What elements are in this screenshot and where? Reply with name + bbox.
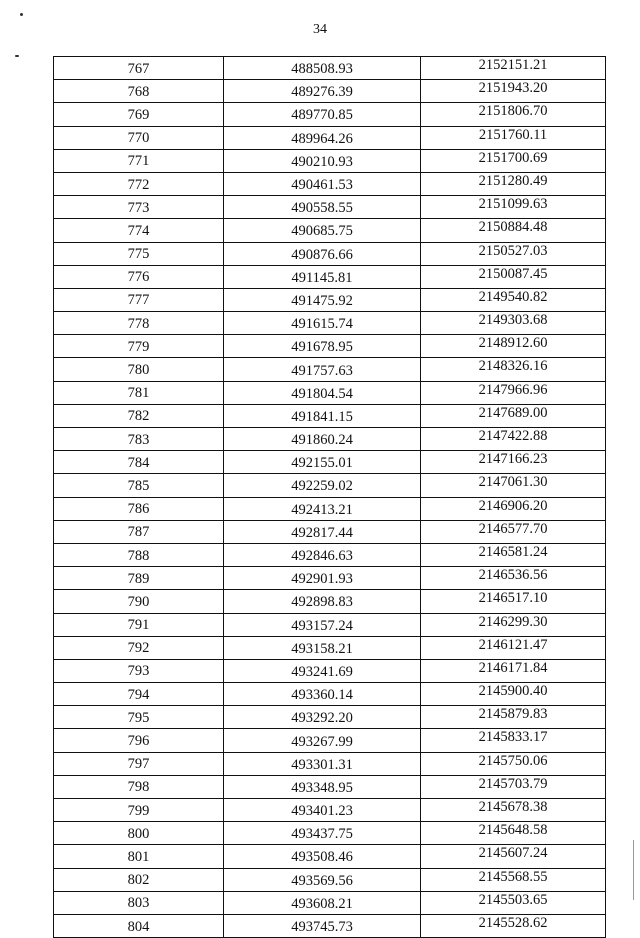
y-coordinate-cell: 2151099.63 [421, 196, 606, 219]
point-number-cell: 783 [54, 428, 224, 451]
point-number-cell: 775 [54, 242, 224, 265]
x-coordinate-cell: 491145.81 [224, 265, 421, 288]
x-coordinate-cell: 491678.95 [224, 335, 421, 358]
scan-speck [15, 55, 19, 57]
table-row [54, 914, 606, 937]
x-coordinate-cell: 493158.21 [224, 636, 421, 659]
y-coordinate-cell: 2147966.96 [421, 381, 606, 404]
y-coordinate-cell: 2147689.00 [421, 404, 606, 427]
y-coordinate-cell: 2145678.38 [421, 799, 606, 822]
y-coordinate-cell: 2151806.70 [421, 103, 606, 126]
x-coordinate-cell: 493292.20 [224, 706, 421, 729]
table-row [54, 520, 606, 543]
table-row [54, 242, 606, 265]
y-coordinate-cell: 2151943.20 [421, 80, 606, 103]
x-coordinate-cell: 489276.39 [224, 80, 421, 103]
table-row [54, 613, 606, 636]
y-coordinate-cell: 2145607.24 [421, 845, 606, 868]
table-row [54, 799, 606, 822]
point-number-cell: 799 [54, 799, 224, 822]
table-row [54, 451, 606, 474]
point-number-cell: 777 [54, 288, 224, 311]
x-coordinate-cell: 489964.26 [224, 126, 421, 149]
x-coordinate-cell: 491615.74 [224, 312, 421, 335]
x-coordinate-cell: 491475.92 [224, 288, 421, 311]
point-number-cell: 790 [54, 590, 224, 613]
x-coordinate-cell: 493745.73 [224, 914, 421, 937]
point-number-cell: 779 [54, 335, 224, 358]
y-coordinate-cell: 2146517.10 [421, 590, 606, 613]
coordinates-table-body [54, 57, 606, 938]
x-coordinate-cell: 493157.24 [224, 613, 421, 636]
table-row [54, 57, 606, 80]
page-number: 34 [313, 22, 327, 37]
y-coordinate-cell: 2149540.82 [421, 288, 606, 311]
table-row [54, 149, 606, 172]
y-coordinate-cell: 2146171.84 [421, 659, 606, 682]
y-coordinate-cell: 2151700.69 [421, 149, 606, 172]
table-row [54, 543, 606, 566]
y-coordinate-cell: 2147061.30 [421, 474, 606, 497]
x-coordinate-cell: 493348.95 [224, 775, 421, 798]
y-coordinate-cell: 2150884.48 [421, 219, 606, 242]
point-number-cell: 782 [54, 404, 224, 427]
x-coordinate-cell: 489770.85 [224, 103, 421, 126]
point-number-cell: 801 [54, 845, 224, 868]
point-number-cell: 785 [54, 474, 224, 497]
y-coordinate-cell: 2149303.68 [421, 312, 606, 335]
table-row [54, 845, 606, 868]
y-coordinate-cell: 2145833.17 [421, 729, 606, 752]
x-coordinate-cell: 490210.93 [224, 149, 421, 172]
x-coordinate-cell: 493569.56 [224, 868, 421, 891]
table-row [54, 265, 606, 288]
y-coordinate-cell: 2145879.83 [421, 706, 606, 729]
table-row [54, 659, 606, 682]
table-row [54, 474, 606, 497]
x-coordinate-cell: 492817.44 [224, 520, 421, 543]
x-coordinate-cell: 492901.93 [224, 567, 421, 590]
table-row [54, 103, 606, 126]
y-coordinate-cell: 2145703.79 [421, 775, 606, 798]
table-row [54, 312, 606, 335]
table-row [54, 752, 606, 775]
point-number-cell: 774 [54, 219, 224, 242]
table-row [54, 288, 606, 311]
point-number-cell: 781 [54, 381, 224, 404]
table-row [54, 335, 606, 358]
y-coordinate-cell: 2146121.47 [421, 636, 606, 659]
point-number-cell: 788 [54, 543, 224, 566]
point-number-cell: 791 [54, 613, 224, 636]
x-coordinate-cell: 493437.75 [224, 822, 421, 845]
table-row [54, 80, 606, 103]
y-coordinate-cell: 2152151.21 [421, 57, 606, 80]
coordinates-table [53, 56, 606, 938]
table-row [54, 196, 606, 219]
y-coordinate-cell: 2146536.56 [421, 567, 606, 590]
y-coordinate-cell: 2146577.70 [421, 520, 606, 543]
table-row [54, 404, 606, 427]
table-row [54, 822, 606, 845]
table-row [54, 172, 606, 195]
point-number-cell: 772 [54, 172, 224, 195]
point-number-cell: 786 [54, 497, 224, 520]
y-coordinate-cell: 2146906.20 [421, 497, 606, 520]
y-coordinate-cell: 2148326.16 [421, 358, 606, 381]
table-row [54, 567, 606, 590]
y-coordinate-cell: 2148912.60 [421, 335, 606, 358]
scan-edge-line [633, 840, 634, 900]
x-coordinate-cell: 493360.14 [224, 683, 421, 706]
x-coordinate-cell: 493267.99 [224, 729, 421, 752]
point-number-cell: 768 [54, 80, 224, 103]
y-coordinate-cell: 2151760.11 [421, 126, 606, 149]
point-number-cell: 794 [54, 683, 224, 706]
x-coordinate-cell: 493401.23 [224, 799, 421, 822]
x-coordinate-cell: 490685.75 [224, 219, 421, 242]
y-coordinate-cell: 2145648.58 [421, 822, 606, 845]
y-coordinate-cell: 2145750.06 [421, 752, 606, 775]
x-coordinate-cell: 492846.63 [224, 543, 421, 566]
point-number-cell: 789 [54, 567, 224, 590]
x-coordinate-cell: 492259.02 [224, 474, 421, 497]
y-coordinate-cell: 2151280.49 [421, 172, 606, 195]
y-coordinate-cell: 2145528.62 [421, 914, 606, 937]
x-coordinate-cell: 488508.93 [224, 57, 421, 80]
y-coordinate-cell: 2150527.03 [421, 242, 606, 265]
point-number-cell: 784 [54, 451, 224, 474]
table-row [54, 590, 606, 613]
table-row [54, 428, 606, 451]
x-coordinate-cell: 490461.53 [224, 172, 421, 195]
y-coordinate-cell: 2147166.23 [421, 451, 606, 474]
table-row [54, 126, 606, 149]
scan-speck [20, 13, 23, 16]
point-number-cell: 780 [54, 358, 224, 381]
x-coordinate-cell: 493241.69 [224, 659, 421, 682]
point-number-cell: 778 [54, 312, 224, 335]
y-coordinate-cell: 2146299.30 [421, 613, 606, 636]
point-number-cell: 767 [54, 57, 224, 80]
x-coordinate-cell: 493608.21 [224, 891, 421, 914]
x-coordinate-cell: 490558.55 [224, 196, 421, 219]
point-number-cell: 776 [54, 265, 224, 288]
y-coordinate-cell: 2145568.55 [421, 868, 606, 891]
point-number-cell: 771 [54, 149, 224, 172]
table-row [54, 636, 606, 659]
y-coordinate-cell: 2150087.45 [421, 265, 606, 288]
table-row [54, 775, 606, 798]
x-coordinate-cell: 491804.54 [224, 381, 421, 404]
point-number-cell: 798 [54, 775, 224, 798]
x-coordinate-cell: 491841.15 [224, 404, 421, 427]
point-number-cell: 797 [54, 752, 224, 775]
point-number-cell: 802 [54, 868, 224, 891]
table-row [54, 497, 606, 520]
x-coordinate-cell: 493508.46 [224, 845, 421, 868]
table-row [54, 683, 606, 706]
x-coordinate-cell: 492155.01 [224, 451, 421, 474]
point-number-cell: 793 [54, 659, 224, 682]
x-coordinate-cell: 491860.24 [224, 428, 421, 451]
table-row [54, 381, 606, 404]
point-number-cell: 796 [54, 729, 224, 752]
x-coordinate-cell: 493301.31 [224, 752, 421, 775]
point-number-cell: 800 [54, 822, 224, 845]
table-row [54, 729, 606, 752]
x-coordinate-cell: 490876.66 [224, 242, 421, 265]
table-row [54, 868, 606, 891]
y-coordinate-cell: 2145503.65 [421, 891, 606, 914]
table-row [54, 358, 606, 381]
point-number-cell: 769 [54, 103, 224, 126]
y-coordinate-cell: 2146581.24 [421, 543, 606, 566]
point-number-cell: 804 [54, 914, 224, 937]
point-number-cell: 773 [54, 196, 224, 219]
y-coordinate-cell: 2145900.40 [421, 683, 606, 706]
x-coordinate-cell: 492413.21 [224, 497, 421, 520]
y-coordinate-cell: 2147422.88 [421, 428, 606, 451]
table-row [54, 891, 606, 914]
point-number-cell: 792 [54, 636, 224, 659]
point-number-cell: 770 [54, 126, 224, 149]
point-number-cell: 803 [54, 891, 224, 914]
point-number-cell: 787 [54, 520, 224, 543]
point-number-cell: 795 [54, 706, 224, 729]
table-row [54, 219, 606, 242]
x-coordinate-cell: 491757.63 [224, 358, 421, 381]
x-coordinate-cell: 492898.83 [224, 590, 421, 613]
table-row [54, 706, 606, 729]
